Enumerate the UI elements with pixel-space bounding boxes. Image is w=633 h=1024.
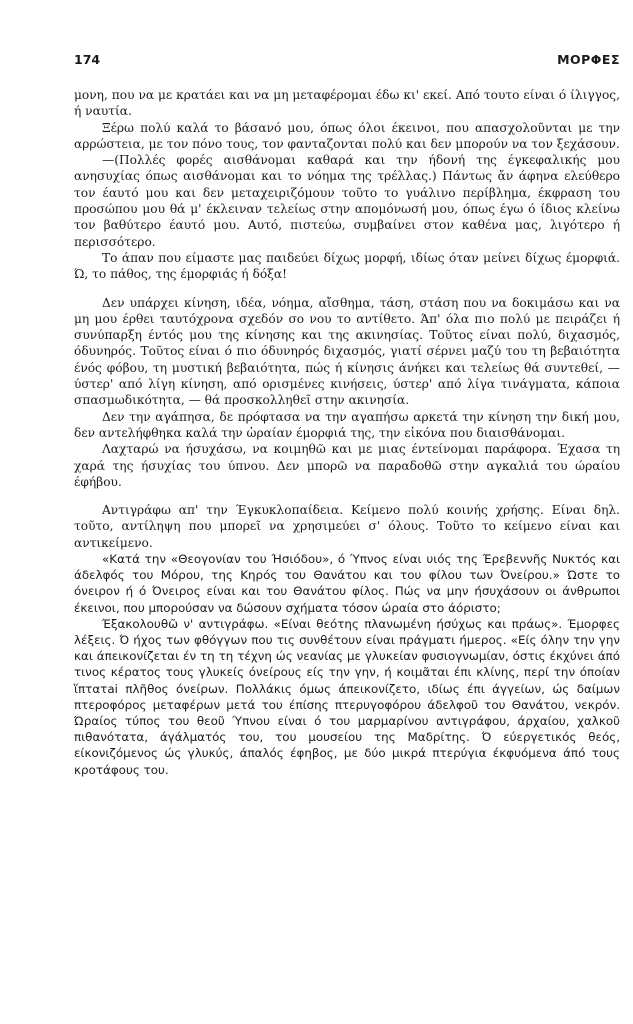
paragraph: μονη, που να με κρατάει και να μη μεταφέρομαι έδω κι' εκεί. Από τουτο είναι ό ίλιγγος, ή ναυτία.	[74, 88, 620, 119]
section-gap	[74, 283, 620, 295]
paragraph: Λαχταρώ να ήσυχάσω, να κοιμηθῶ και με μιας έντείνομαι παράφορα. Έχασα τη χαρά της ήσυχίας του ύπνου. Δεν μπορῶ να παραδοθῶ στην αγκαλιά του ώραίου έφήβου.	[74, 442, 620, 489]
running-title: ΜΟΡΦΕΣ	[557, 52, 620, 67]
paragraph: Δεν υπάρχει κίνηση, ιδέα, νόημα, αἴσθημα, τάση, στάση που να δοκιμάσω και να μη μου έρθει ταυτόχρονα σχεδόν σο νου το αντίθετο. Άπ' όλα πιο πολύ με πειράζει ή συνύπαρξη έντός μου της κίνησης και της ακινησίας. Τοῦτος είναι πολύ, διχασμός, όδυνηρός. Τοῦτος είναι ό πιο όδυνηρός διχασμός, γιατί σέρνει μαζύ του τη βεβαιότητα ένός φόβου, τη μυστική βεβαιότητα, πώς ή κίνησις άνήκει και τελείως θά συντεθεί, — ύστερ' από λίγη κίνηση, από ορισμένες κινήσεις, ύστερ' από λίγα τινάγματα, κάποια σπασμωδικότητα, — θά προσκολληθεῖ στην ακινησία.	[74, 295, 620, 408]
quoted-paragraph: Έξακολουθῶ ν' αντιγράφω. «Είναι θεότης πλανωμένη ήσύχως και πράως». Έμορφες λέξεις. Ό ήχος των φθόγγων που τις συνθέτουν είναι πράγματι ήμερος. «Είς όλην την γην και άπεικονίζεται έν τη τη τέχνη ώς νεανίας με γλυκείαν φυσιογνωμίαν, όστις έκχύνει άπό τινος κέρατος τους γλυκείς όνείρους είς την γην, ή κοιμᾶται έπι κλίνης, περί την όποίαν ἵπτατai πλῆθος όνείρων. Πολλάκις όμως άπεικονίζετο, ιδίως έπι άγγείων, ώς δαίμων πτεροφόρος μεταφέρων μετά του έπίσης πτερυγοφόρου άδελφοῦ του Θανάτου, νεκρόν. Ώραίος τύπος του θεοῦ Ύπνου είναι ό του μαρμαρίνου αντιγράφου, άρχαίου, χαλκοῦ πιθανότατα, άγάλματός του, του μουσείου της Μαδρίτης. Ό εύεργετικός θεός, είκονιζόμενος ώς γλυκύς, άπαλός έφηβος, με δύο μικρά πτερύγια έκφυόμενα άπό τους κροτάφους του.	[74, 616, 620, 777]
book-page	[74, 52, 620, 778]
paragraph: Αντιγράφω απ' την Έγκυκλοπαίδεια. Κείμενο πολύ κοινής χρήσης. Είναι δηλ. τοῦτο, αντίληψη που μπορεῖ να χρησιμεύει σ' όλους. Τοῦτο το κείμενο είναι και αντικείμενο.	[74, 503, 620, 550]
paragraph: Το άπαν που είμαστε μας παιδεύει δίχως μορφή, ιδίως όταν μείνει δίχως έμορφιά. Ώ, το πάθος, της έμορφιάς ή δόξα!	[74, 250, 620, 282]
section-2	[74, 295, 620, 491]
paragraph: Ξέρω πολύ καλά το βάσανό μου, όπως όλοι έκεινοι, που απασχολοῦνται με την αρρώστεια, με τον πόνο τους, τον φανταζονται πολύ και δεν μπορούν να τον ξεχάσουν.	[74, 120, 620, 151]
quoted-paragraph: «Κατά την «Θεογονίαν του Ήσιόδου», ό Ύπνος είναι υιός της Έρεβεννῆς Νυκτός και άδελφός του Μόρου, της Κηρός του Θανάτου και του φίλου των Όνείρου.» Ώστε το όνειρον ή ό Όνειρος είναι και του Θανάτου φίλος. Πώς να μην ήσυχάσουν οι άνθρωποι έκεινοι, που μπορούσαν να δώσουν σχήματα τόσον ώραία στο άόριστο;	[74, 552, 620, 615]
page-header	[74, 52, 620, 67]
paragraph: Δεν την αγάπησα, δε πρόφτασα να την αγαπήσω αρκετά την κίνηση την δική μου, δεν αντελήφθηκα καλά την ὡραίαν έμορφιά της, την εἰκόνα που διαισθάνομαι.	[74, 409, 620, 440]
section-3	[74, 502, 620, 778]
section-1	[74, 87, 620, 283]
paragraph: —(Πολλές φορές αισθάνομαι καθαρά και την ήδονή της έγκεφαλικής μου ανησυχίας όπως αισθάνομαι και το νόημα της τρέλλας.) Πάντως ἄν άφηνα ελεύθερο τον έαυτό μου και δεν μεταχειριζόμουν τοῦτο το γυάλινο περίβλημα, έκφραση του προσώπου μου θά μ' έκλειναν τελείως στην απομόνωσή μου, όπως έγω ό ίδιος κλείνω τον βαθύτερο έαυτό μου. Αυτό, πιστεύω, συμβαίνει στον καθένα μας, λιγότερο ή περισσότερο.	[74, 153, 620, 249]
section-gap	[74, 490, 620, 502]
body-text	[74, 87, 620, 778]
page-number: 174	[74, 52, 101, 67]
